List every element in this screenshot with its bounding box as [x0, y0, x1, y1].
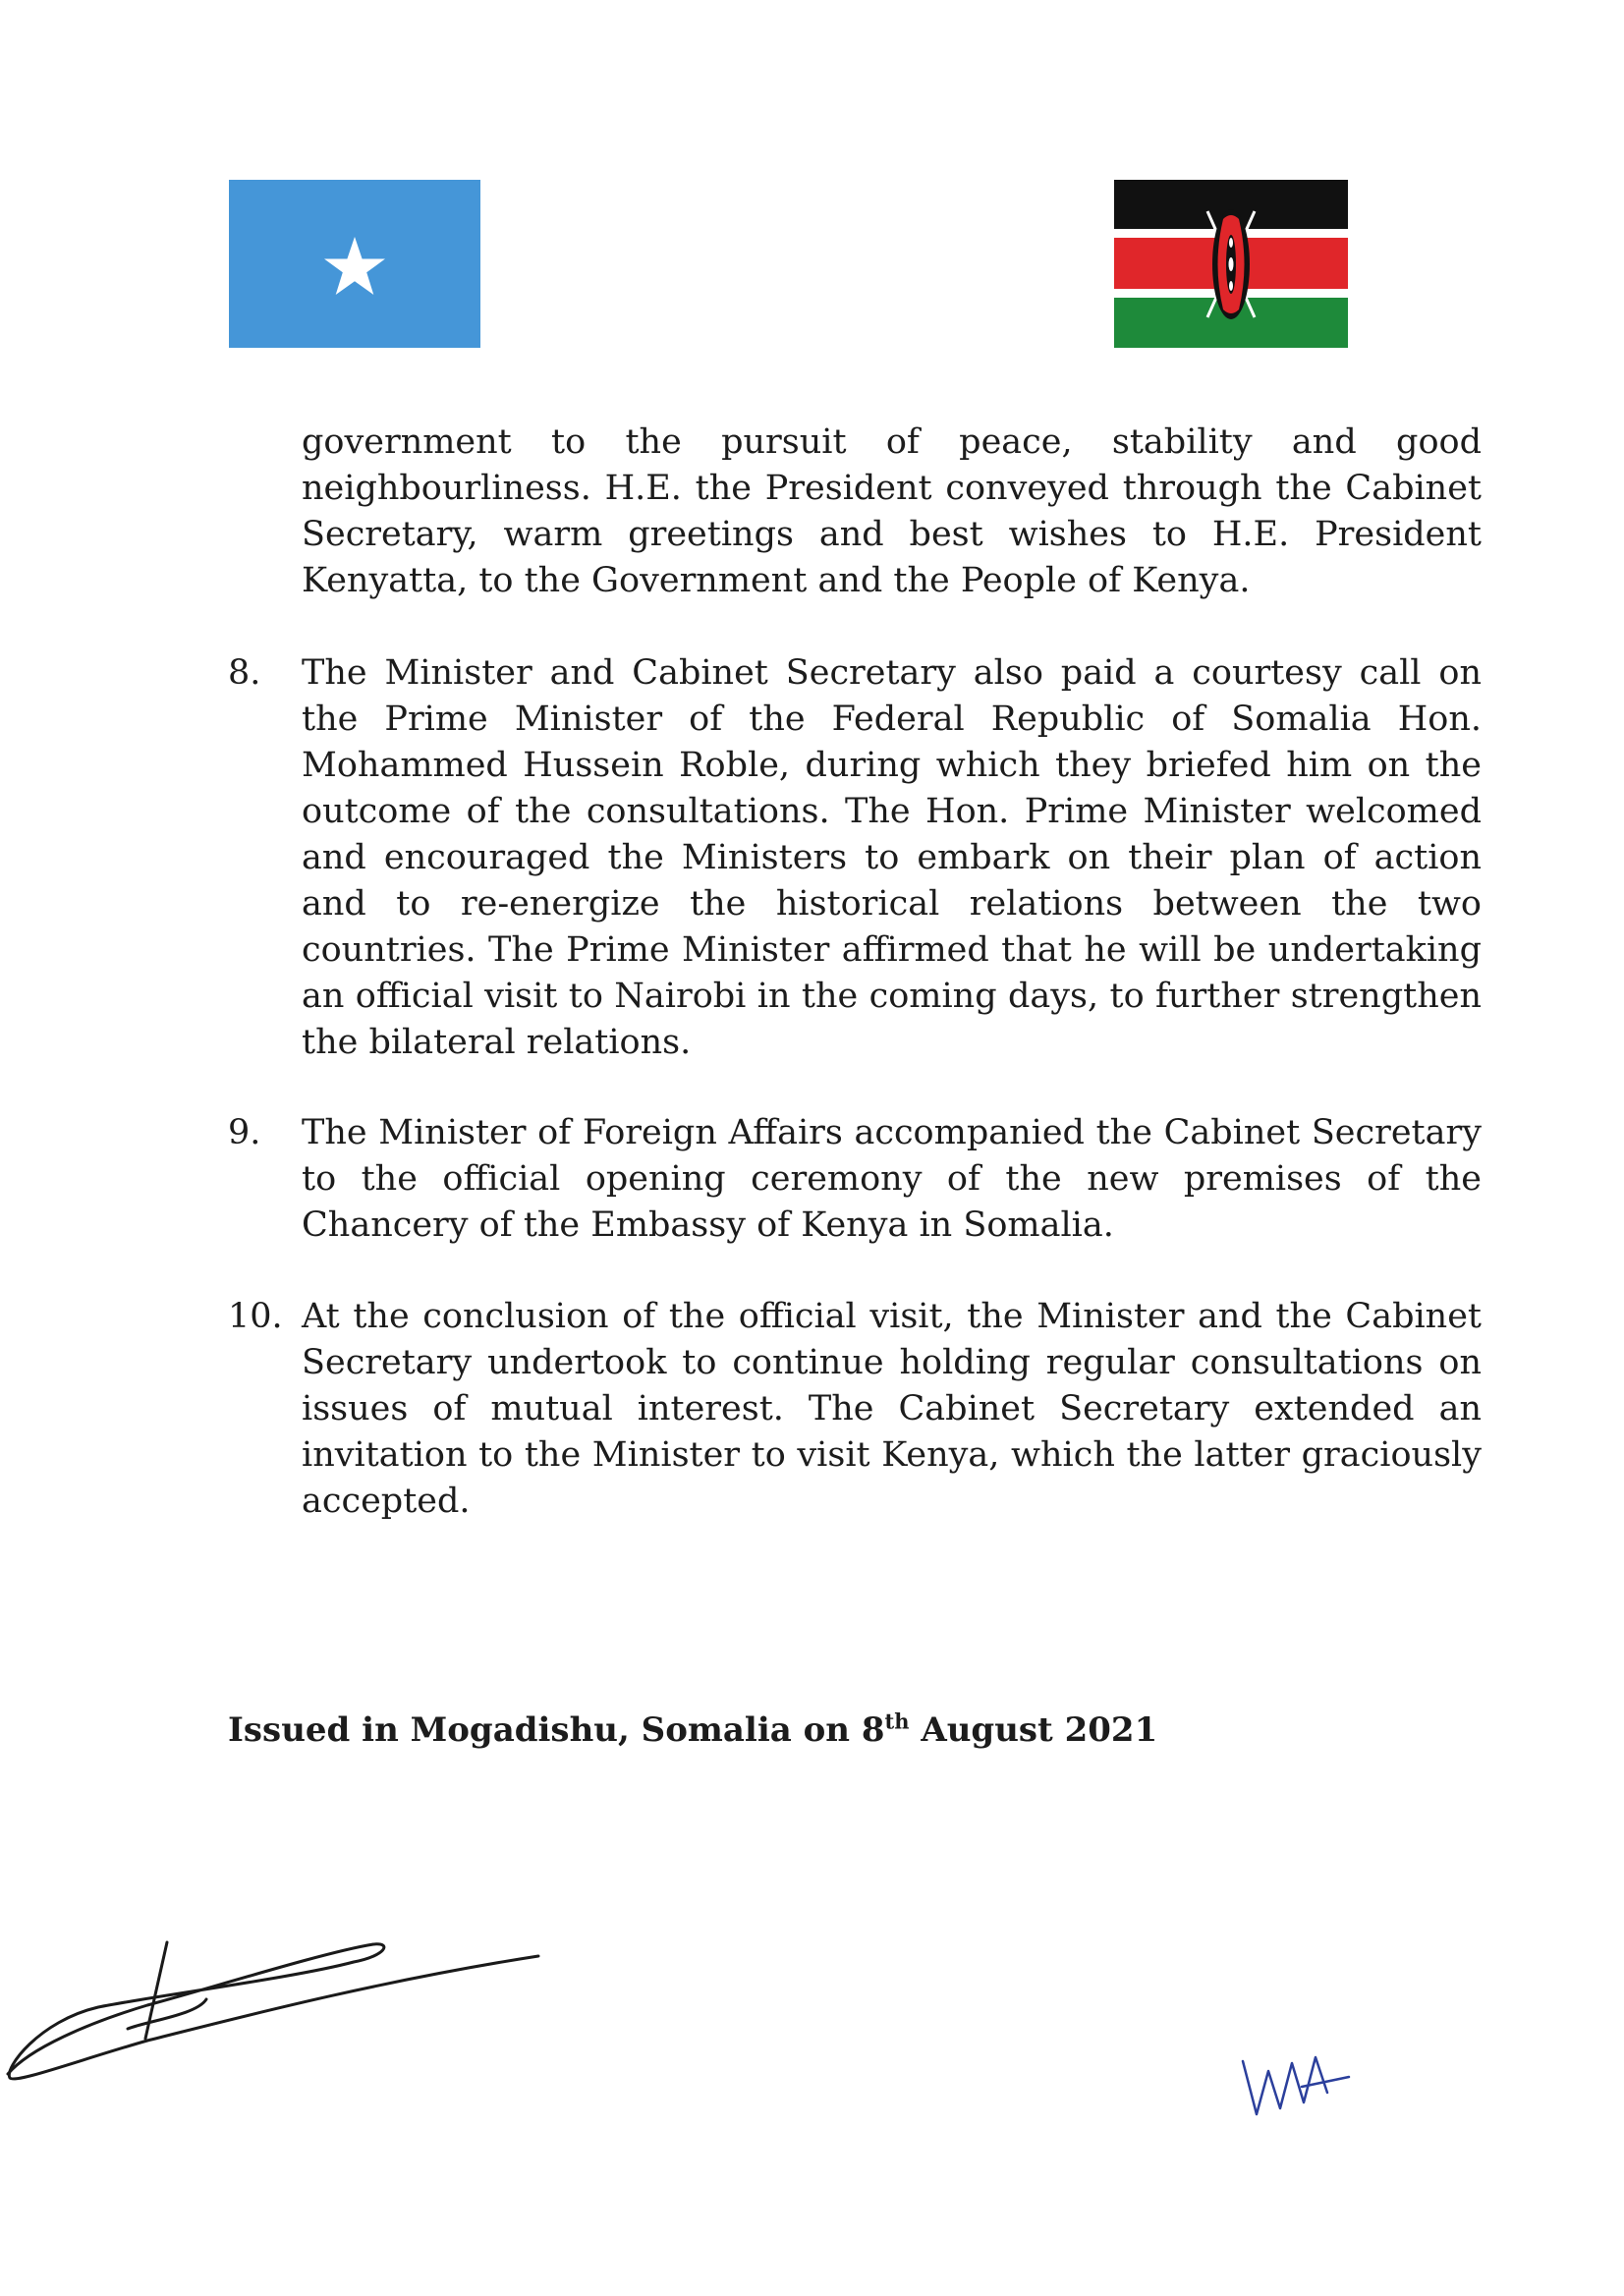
shield-icon	[1207, 209, 1255, 319]
star-icon	[229, 180, 480, 348]
item-number: 10.	[228, 1297, 283, 1336]
issued-suffix: August 2021	[909, 1710, 1158, 1750]
initials	[1233, 2044, 1361, 2126]
issued-prefix: Issued in Mogadishu, Somalia on 8	[228, 1710, 885, 1750]
item-number: 8.	[228, 653, 261, 693]
somalia-flag	[229, 180, 480, 348]
kenya-flag	[1114, 180, 1348, 348]
item-paragraph: At the conclusion of the official visit, the Minister and the Cabinet Secretary undertook to continue holding regular consultations on issues of mutual interest. The Cabinet Secretary extended an invitation to the Minister to visit Kenya, which the latter graciously accepted.	[302, 1297, 1482, 1521]
intro-paragraph: government to the pursuit of peace, stability and good neighbourliness. H.E. the President conveyed through the Cabinet Secretary, warm greetings and best wishes to H.E. President Kenyatta, to the Government and the People of Kenya.	[302, 422, 1482, 600]
item-paragraph: The Minister and Cabinet Secretary also paid a courtesy call on the Prime Minister of the Federal Republic of Somalia Hon. Mohammed Hussein Roble, during which they briefed him on the outcome of the consultations. The Hon. Prime Minister welcomed and encouraged the Ministers to embark on their plan of action and to re-energize the historical relations between the two countries. The Prime Minister affirmed that he will be undertaking an official visit to Nairobi in the coming days, to further strengthen the bilateral relations.	[302, 653, 1482, 1062]
item-paragraph: The Minister of Foreign Affairs accompanied the Cabinet Secretary to the official opening ceremony of the new premises of the Chancery of the Embassy of Kenya in Somalia.	[302, 1113, 1482, 1245]
item-number: 9.	[228, 1113, 261, 1152]
signature	[0, 1931, 550, 2092]
issued-statement	[228, 1708, 1157, 1754]
issued-superscript: th	[884, 1708, 910, 1734]
